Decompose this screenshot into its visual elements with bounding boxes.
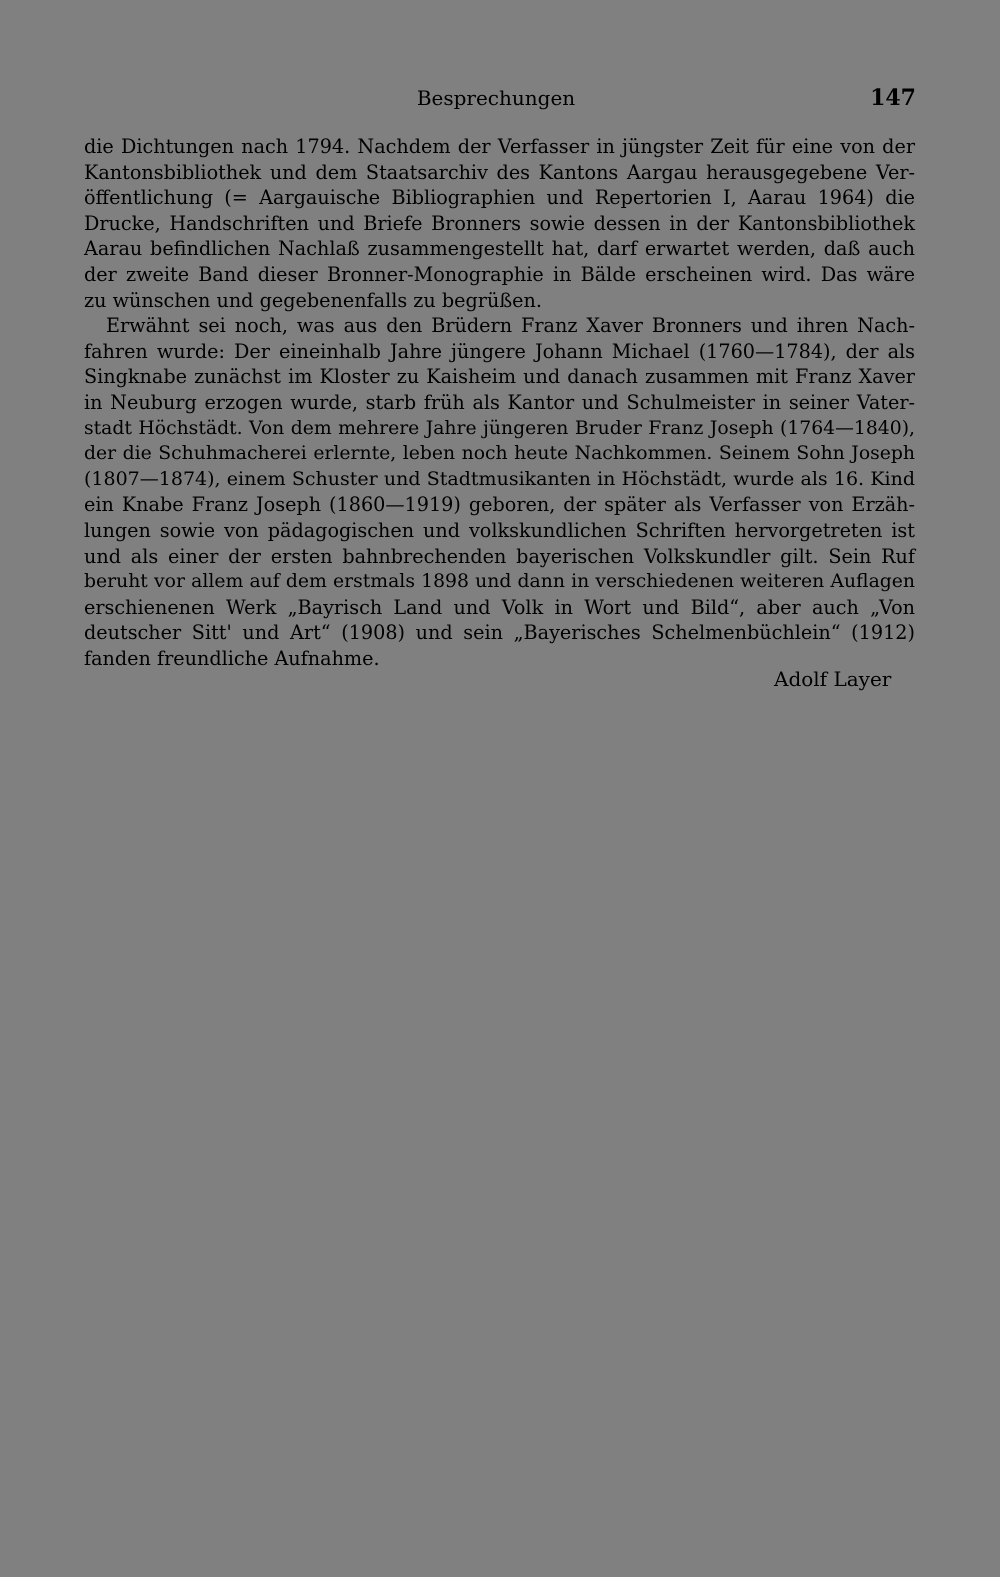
text-line: fahren wurde: Der eineinhalb Jahre jüngere Johann Michael (1760—1784), der als [84, 339, 915, 363]
text-line: Drucke, Handschriften und Briefe Bronners sowie dessen in der Kantonsbibliothek [84, 211, 915, 235]
review-body [84, 134, 915, 671]
text-line: erschienenen Werk „Bayrisch Land und Volk in Wort und Bild“, aber auch „Von [84, 595, 915, 619]
text-line: in Neuburg erzogen wurde, starb früh als Kantor und Schulmeister in seiner Vater- [84, 390, 915, 414]
text-line: zu wünschen und gegebenenfalls zu begrüßen. [84, 288, 542, 312]
text-line: Erwähnt sei noch, was aus den Brüdern Franz Xaver Bronners und ihren Nach- [106, 314, 915, 338]
text-line: der zweite Band dieser Bronner-Monographie in Bälde erscheinen wird. Das wäre [84, 262, 915, 286]
text-line: lungen sowie von pädagogischen und volkskundlichen Schriften hervorgetreten ist [84, 518, 915, 542]
text-line: fanden freundliche Aufnahme. [84, 646, 380, 670]
text-line: ein Knabe Franz Joseph (1860—1919) geboren, der später als Verfasser von Erzäh- [84, 493, 915, 517]
text-line: (1807—1874), einem Schuster und Stadtmusikanten in Höchstädt, wurde als 16. Kind [84, 467, 915, 490]
running-header [0, 84, 1000, 114]
text-line: der die Schuhmacherei erlernte, leben noch heute Nachkommen. Seinem Sohn Joseph [84, 443, 915, 465]
text-line: beruht vor allem auf dem erstmals 1898 und dann in verschiedenen weiteren Auflagen [84, 571, 915, 593]
author-signature: Adolf Layer [774, 667, 892, 691]
paragraph [84, 313, 915, 671]
text-line: die Dichtungen nach 1794. Nachdem der Verfasser in jüngster Zeit für eine von der [84, 135, 915, 158]
text-line: Aarau befindlichen Nachlaß zusammengestellt hat, darf erwartet werden, daß auch [84, 237, 915, 261]
text-line: und als einer der ersten bahnbrechenden bayerischen Volkskundler gilt. Sein Ruf [84, 544, 915, 568]
text-line: stadt Höchstädt. Von dem mehrere Jahre jüngeren Bruder Franz Joseph (1764—1840), [84, 417, 915, 439]
text-line: Kantonsbibliothek und dem Staatsarchiv des Kantons Aargau herausgegebene Ver- [84, 160, 915, 184]
page-number: 147 [870, 85, 916, 111]
text-line: deutscher Sitt' und Art“ (1908) und sein „Bayerisches Schelmenbüchlein“ (1912) [84, 621, 915, 645]
section-title: Besprechungen [416, 86, 576, 110]
text-line: Singknabe zunächst im Kloster zu Kaisheim und danach zusammen mit Franz Xaver [84, 365, 915, 389]
paragraph [84, 134, 915, 313]
text-line: öffentlichung (= Aargauische Bibliographien und Repertorien I, Aarau 1964) die [84, 186, 915, 210]
